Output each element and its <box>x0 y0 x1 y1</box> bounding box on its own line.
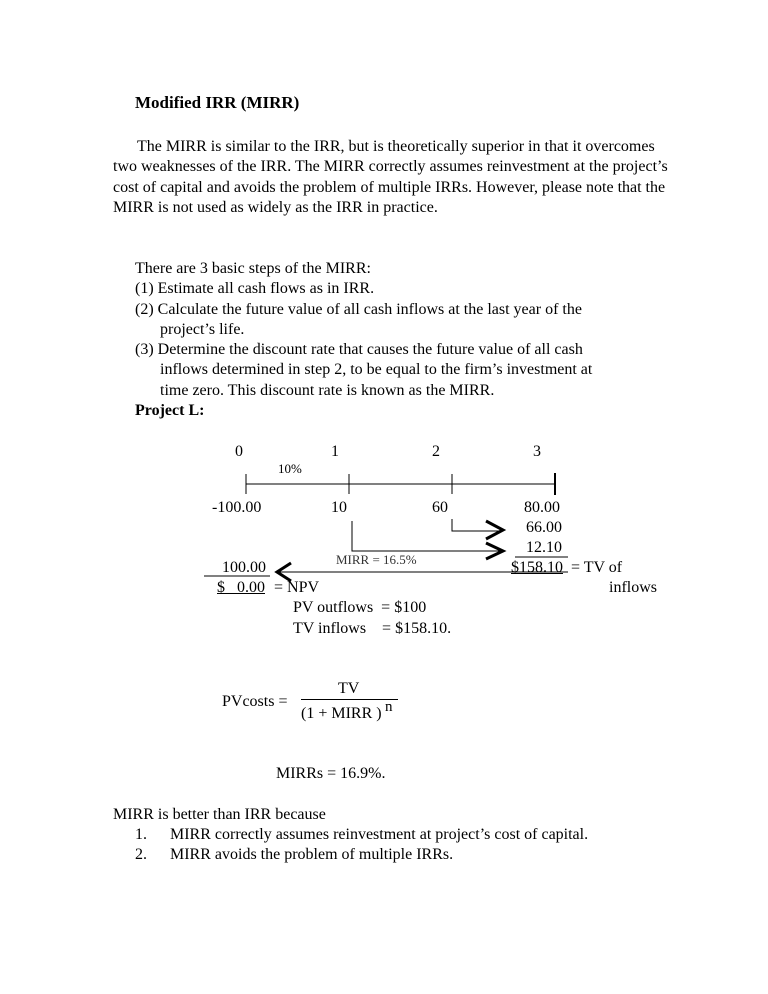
pv-value: 100.00 <box>222 559 266 576</box>
fraction-bar <box>301 699 398 700</box>
page-title: Modified IRR (MIRR) <box>135 93 300 112</box>
period-1: 1 <box>331 443 339 460</box>
formula-lhs: PVcosts = <box>222 693 288 710</box>
compound-arrow-10 <box>352 521 500 551</box>
tv-inflows: TV inflows = $158.10. <box>293 620 452 637</box>
mirr-arrow-label: MIRR = 16.5% <box>336 552 417 567</box>
cf-1: 10 <box>331 499 347 516</box>
mirr-result: MIRRs = 16.9%. <box>276 765 386 782</box>
cf-3: 80.00 <box>524 499 560 516</box>
step-2: (2) Calculate the future value of all cash inflows at the last year of the <box>135 300 582 318</box>
npv-label: = NPV <box>274 579 320 596</box>
step-3: (3) Determine the discount rate that causes the future value of all cash <box>135 341 583 359</box>
fv-10: 12.10 <box>526 539 562 556</box>
conclusion-item: 1. MIRR correctly assumes reinvestment at project’s cost of capital. <box>135 826 589 843</box>
tv-label: = TV of <box>571 559 623 576</box>
tv-label-inflows: inflows <box>609 579 657 596</box>
intro-paragraph: The MIRR is similar to the IRR, but is theoretically superior in that it overcomes two weaknesses of the IRR. The MIRR correctly assumes reinvestment at the project’s cost of capital and avoids the problem of multiple IRRs. However, please note that the MIRR is not used as widely as the IRR in practice. <box>113 138 668 216</box>
fv-60: 66.00 <box>526 519 562 536</box>
formula-exponent: n <box>385 699 393 715</box>
tv-total: $158.10 <box>511 559 563 576</box>
arrowhead-60 <box>486 521 503 539</box>
period-0: 0 <box>235 443 243 460</box>
step-2-cont: project’s life. <box>160 320 245 338</box>
npv-value: $ 0.00 <box>217 579 265 596</box>
period-3: 3 <box>533 443 541 460</box>
formula-numerator: TV <box>338 680 360 697</box>
steps-intro: There are 3 basic steps of the MIRR: <box>135 260 371 277</box>
period-2: 2 <box>432 443 440 460</box>
pv-outflows: PV outflows = $100 <box>293 599 427 616</box>
project-label: Project L: <box>135 402 205 420</box>
step-3-cont-a: inflows determined in step 2, to be equal to the firm’s investment at <box>160 361 593 379</box>
step-1: (1) Estimate all cash flows as in IRR. <box>135 280 375 298</box>
conclusion-item: 2. MIRR avoids the problem of multiple IRRs. <box>135 846 454 863</box>
rate-label: 10% <box>278 461 302 476</box>
cf-2: 60 <box>432 499 448 516</box>
step-3-cont-b: time zero. This discount rate is known as the MIRR. <box>160 381 495 399</box>
conclusion-intro: MIRR is better than IRR because <box>113 806 326 823</box>
formula-denominator: (1 + MIRR ) <box>301 705 382 722</box>
cf-0: -100.00 <box>212 499 262 516</box>
